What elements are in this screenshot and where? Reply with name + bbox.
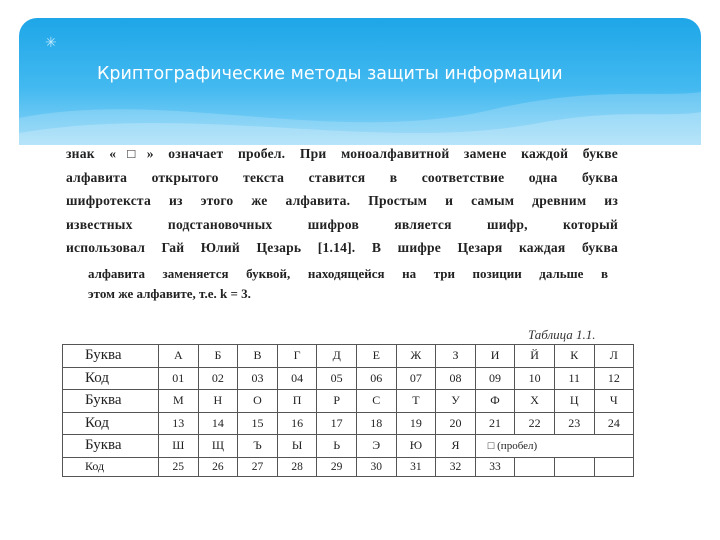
table-cell: 20 (436, 412, 476, 435)
table-cell: 03 (238, 367, 278, 390)
table-row (63, 345, 634, 368)
paragraph-2-line: этом же алфавите, т.е. k = 3. (88, 286, 251, 301)
table-cell: 28 (277, 457, 317, 476)
table-cell: С (356, 390, 396, 413)
table-cell: 24 (594, 412, 634, 435)
banner-wave-decoration (19, 78, 701, 145)
table-cell: 05 (317, 367, 357, 390)
paragraph-1-line: знак «□» означает пробел. При моноалфавитной замене каждой букве (66, 146, 618, 161)
table-cell: □ (пробел) (475, 435, 633, 458)
table-cell: В (238, 345, 278, 368)
table-cell: М (159, 390, 199, 413)
cipher-table (62, 344, 634, 477)
table-row (63, 412, 634, 435)
paragraph-2-line: алфавита заменяется буквой, находящейся на три позиции дальше в (88, 266, 608, 281)
table-cell: 25 (159, 457, 199, 476)
table-cell: Ь (317, 435, 357, 458)
table-cell: 23 (554, 412, 594, 435)
table-cell: Щ (198, 435, 238, 458)
row-label: Буква (63, 390, 159, 413)
table-cell: О (238, 390, 278, 413)
paragraph-2 (88, 264, 608, 304)
table-cell: 07 (396, 367, 436, 390)
table-cell (554, 457, 594, 476)
table-cell: Ф (475, 390, 515, 413)
table-cell: Й (515, 345, 555, 368)
table-cell: Б (198, 345, 238, 368)
table-cell: 30 (356, 457, 396, 476)
table-cell: Х (515, 390, 555, 413)
table-cell: З (436, 345, 476, 368)
table-cell: 06 (356, 367, 396, 390)
table-cell: Ш (159, 435, 199, 458)
paragraph-1 (66, 142, 618, 260)
table-cell: 18 (356, 412, 396, 435)
table-cell: 01 (159, 367, 199, 390)
table-cell: 15 (238, 412, 278, 435)
table-caption: Таблица 1.1. (528, 327, 596, 342)
table-cell: 14 (198, 412, 238, 435)
table-cell: Ъ (238, 435, 278, 458)
table-cell (594, 457, 634, 476)
table-cell: У (436, 390, 476, 413)
row-label: Буква (63, 435, 159, 458)
table-cell: Г (277, 345, 317, 368)
table-cell: Ч (594, 390, 634, 413)
row-label: Буква (63, 345, 159, 368)
table-row (63, 435, 634, 458)
table-cell: Л (594, 345, 634, 368)
table-cell: 16 (277, 412, 317, 435)
table-cell: 12 (594, 367, 634, 390)
table-cell: Н (198, 390, 238, 413)
table-row (63, 457, 634, 476)
table-cell: Ж (396, 345, 436, 368)
row-label: Код (63, 457, 159, 476)
row-label: Код (63, 412, 159, 435)
paragraph-1-line: известных подстановочных шифров является шифр, который (66, 216, 618, 232)
table-cell: Е (356, 345, 396, 368)
slide-title: Криптографические методы защиты информации (97, 64, 563, 84)
table-cell: 31 (396, 457, 436, 476)
table-cell: Э (356, 435, 396, 458)
table-cell: 17 (317, 412, 357, 435)
table-row (63, 367, 634, 390)
table-cell: К (554, 345, 594, 368)
table-cell: 22 (515, 412, 555, 435)
table-cell: Ц (554, 390, 594, 413)
paragraph-1-line: шифротекста из этого же алфавита. Простым и самым древним из (66, 193, 618, 208)
paragraph-1-line: алфавита открытого текста ставится в соответствие одна буква (66, 169, 618, 185)
table-cell: Р (317, 390, 357, 413)
paragraph-1-line: использовал Гай Юлий Цезарь [1.14]. В шифре Цезаря каждая буква (66, 240, 618, 255)
table-cell: 02 (198, 367, 238, 390)
table-cell: А (159, 345, 199, 368)
table-cell: Д (317, 345, 357, 368)
table-cell: 04 (277, 367, 317, 390)
table-cell: 19 (396, 412, 436, 435)
table-cell: 21 (475, 412, 515, 435)
sparkle-icon: ✳ (45, 35, 57, 51)
table-cell: Т (396, 390, 436, 413)
table-cell: 26 (198, 457, 238, 476)
table-cell: 11 (554, 367, 594, 390)
table-cell: 13 (159, 412, 199, 435)
table-cell: П (277, 390, 317, 413)
table-cell: 10 (515, 367, 555, 390)
table-cell: Я (436, 435, 476, 458)
table-row (63, 390, 634, 413)
table-cell (515, 457, 555, 476)
table-cell: Ы (277, 435, 317, 458)
table-cell: Ю (396, 435, 436, 458)
table-cell: 33 (475, 457, 515, 476)
row-label: Код (63, 367, 159, 390)
table-cell: 27 (238, 457, 278, 476)
table-cell: 08 (436, 367, 476, 390)
table-cell: 32 (436, 457, 476, 476)
table-cell: И (475, 345, 515, 368)
table-cell: 09 (475, 367, 515, 390)
table-cell: 29 (317, 457, 357, 476)
